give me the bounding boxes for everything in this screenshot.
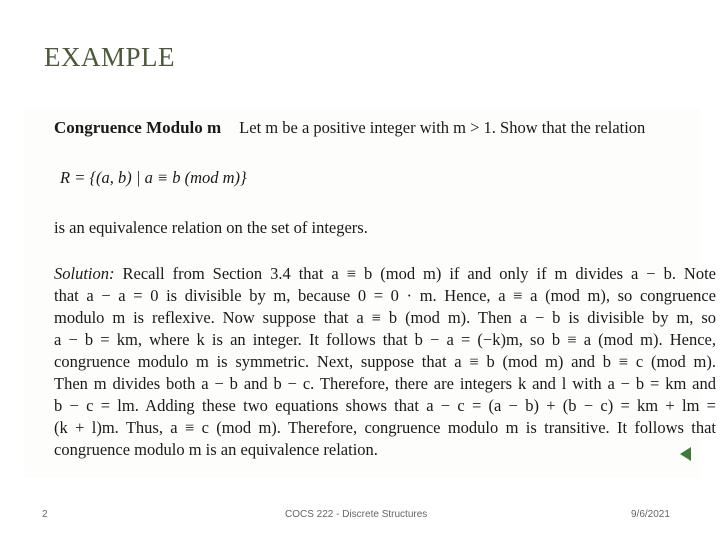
solution-label: Solution: <box>54 264 115 283</box>
scanned-textbook-excerpt <box>24 108 716 478</box>
solution-line-7: b − c = lm. Adding these two equations shows that a − c = (a − b) + (b − c) = km + lm = <box>54 396 716 415</box>
solution-line-1: Solution: Recall from Section 3.4 that a ≡ b (mod m) if and only if m divides a − b. Note <box>54 264 716 283</box>
triangle-left-icon[interactable] <box>680 447 691 461</box>
solution-line-4: a − b = km, where k is an integer. It follows that b − a = (−k)m, so b ≡ a (mod m). Hence, <box>54 330 716 349</box>
slide-title: EXAMPLE <box>44 42 175 72</box>
problem-intro-line <box>54 118 645 138</box>
relation-formula: R = {(a, b) | a ≡ b (mod m)} <box>60 168 247 187</box>
solution-line-6: Then m divides both a − b and b − c. Therefore, there are integers k and l with a − b = km and <box>54 374 716 393</box>
solution-line-9: congruence modulo m is an equivalence relation. <box>54 440 378 459</box>
problem-intro: Let m be a positive integer with m > 1. Show that the relation <box>239 118 646 137</box>
solution-line-8: (k + l)m. Thus, a ≡ c (mod m). Therefore, congruence modulo m is transitive. It follows that <box>54 418 716 437</box>
relation-definition <box>60 168 247 188</box>
footer-date: 9/6/2021 <box>631 509 670 520</box>
page-number: 2 <box>42 509 48 520</box>
problem-heading: Congruence Modulo m <box>54 118 222 137</box>
solution-line-3: modulo m is reflexive. Now suppose that a ≡ b (mod m). Then a − b is divisible by m, so <box>54 308 716 327</box>
footer-course: COCS 222 - Discrete Structures <box>285 509 428 520</box>
solution-line-2: that a − a = 0 is divisible by m, because 0 = 0 · m. Hence, a ≡ a (mod m), so congruence <box>54 286 716 305</box>
problem-statement: is an equivalence relation on the set of integers. <box>54 218 368 237</box>
solution-line-5: congruence modulo m is symmetric. Next, suppose that a ≡ b (mod m) and b ≡ c (mod m). <box>54 352 716 371</box>
